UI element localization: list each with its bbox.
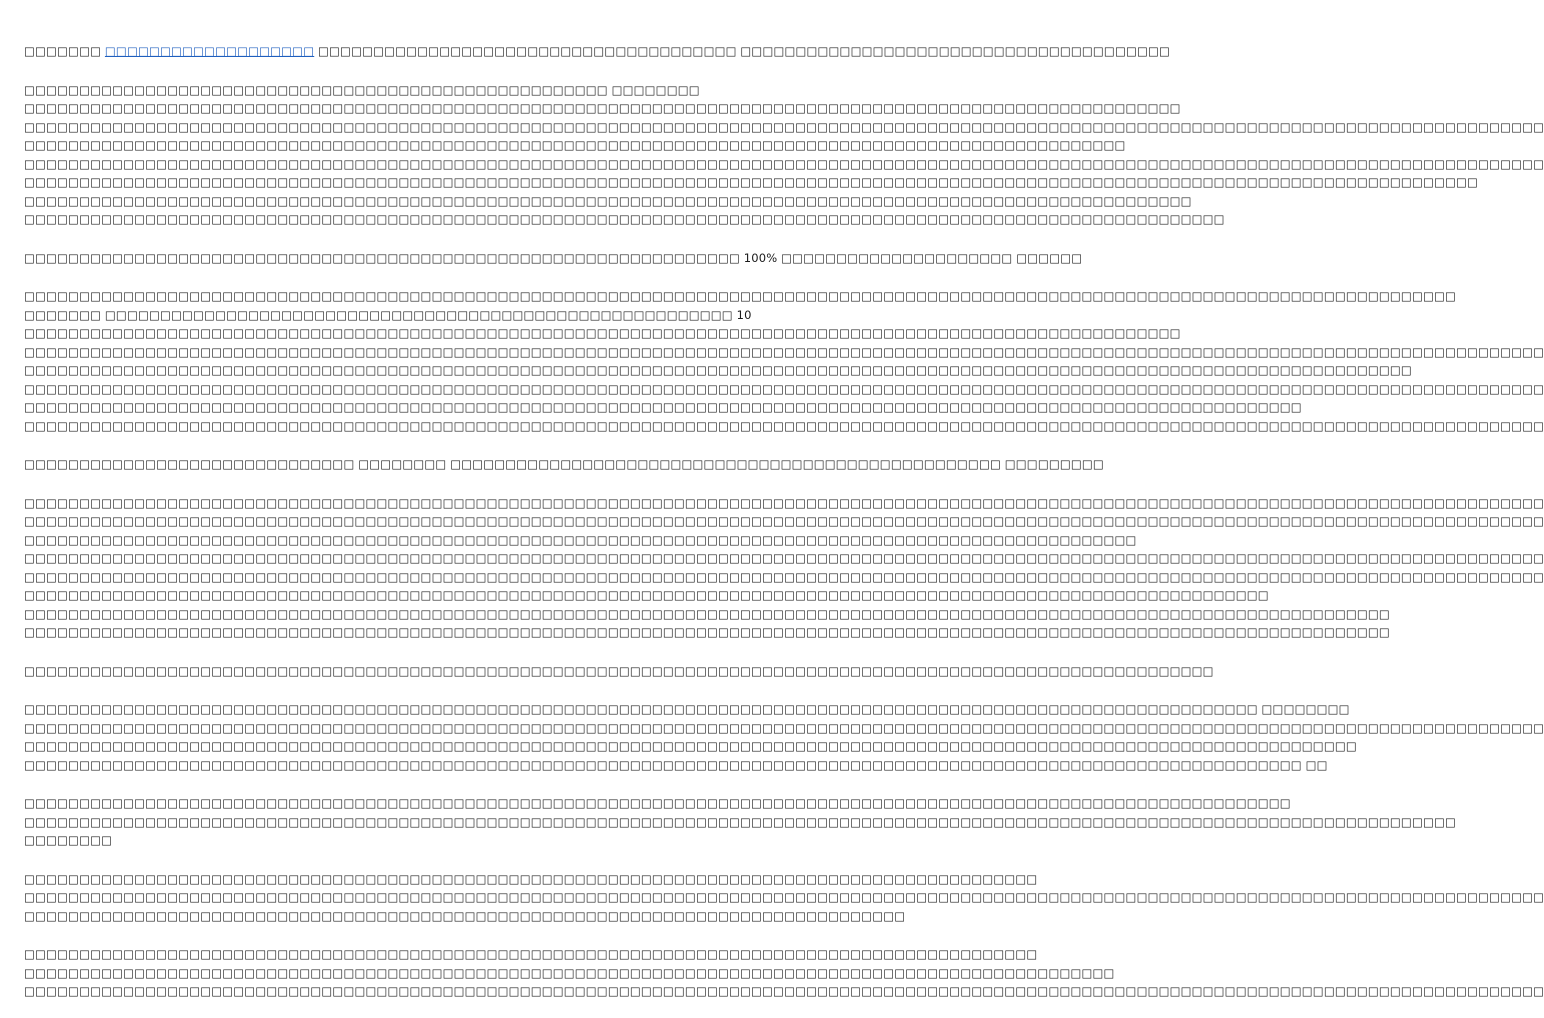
text-line: □□□□□□□□ — [24, 833, 113, 847]
text-line: □□□□□□□□□□□□□□□□□□□□□□□□□□□□□□□□□□□□□□□□□□□□□□□□□□□□□□□□□□□□□□□□□□□□□□□□□□□□□□□□□□□□□□□□□□□□□□□□□□□□□□□□□□□□□□□□□□□□□□□□□□□□□□□□□□□□□□□□□□ — [24, 418, 1544, 433]
text-line: □□□□□□□□□□□□□□□□□□□□□□□□□□□□□□□□□□□□□□□□□□□□□□□□□□□□□□□□□□□□□□□□□□□□□□□□□□□□□□□□ — [24, 908, 906, 923]
text-line: □□□□□□□□□□□□□□□□□□□□□□□□□□□□□□□□□□□□□□□□□□□□□□□□□□□□□□□□□□□□□□□□□□□□□□□□□□□□□□□□□□□□□□□□□□□□□□□□□□□□□□□□□□□□□□□□□□□□□□□□□□□□□□□□□□□□□□□□□□ — [24, 156, 1544, 171]
text-line: □□□□□□□□□□□□□□□□□□□□□□□□□□□□□□□□□□□□□□□□□□□□□□□□□□□□□□□□□□□□□□□□□□□□□□□□□□□□□□□□□□□□□□□□□□□□□□□□□□□□□□□□□□□□□□□□□□□□□□□□□ — [24, 739, 1357, 753]
text-line: □□□□□□□□□□□□□□□□□□□□□□□□□□□□□□□□□□□□□□□□□□□□□□□□□□□□□□□□□□□□□□□□□□□□□□□□□□□□□□□□□□□□□□□□□□□□□□□□□□□□□□□□□□□□□□□□□□□□□□□□□□□□□□□□□□□□□□□□□□ — [24, 890, 1544, 904]
inline-link[interactable]: □□□□□□□□□□□□□□□□□□□ — [104, 44, 315, 58]
text-line: □□□□□□□□□□□□□□□□□□□□□□□□□□□□□□□□□□□□□□□□□□□□□□□□□□□□□□□□□□□□□□□□□□□□□□□□□□□□□□□□□□□□□□□□□□□□□□□□□□□□□□□□□□□□□□□□□□□□□□□□□□□□ — [24, 606, 1390, 621]
body-paragraph — [24, 455, 1104, 474]
text-line: □□□□□□□□□□□□□□□□□□□□□□□□□□□□□□□□□□□□□□□□□□□□□□□□□□□□□□□□□□□□□□□□□□□□□□□□□□□□□□□□□□□□□□□□□□□□□□□□□□□□ — [24, 138, 1126, 152]
text-line: □□□□□□□□□□□□□□□□□□□□□□□□□□□□□□□□□□□□□□□□□□□□□□□□□□□□□□□□□□□□□□□□□□□□□□□□□□□□□□□□□□□□□□□□□□□□□□□□□□□□□□□□□□□□□□□□□□□□□□□□□□□□□□□□□□ — [24, 814, 1457, 829]
text-line: □□□□□□□□□□□□□□□□□□□□□□□□□□□□□□□□□□□□□□□□□□□□□□□□□□□□□□□□□□□□□□□□□□□□□□□□□□□□□□□□□□□□□□□□□□□□ — [24, 947, 1038, 961]
text-line: □□□□□□□□□□□□□□□□□□□□□□□□□□□□□□□□□□□□□□□□□□□□□□□□□□□□□□□□□□□□□□□□□□□□□□□□□□□□□□□□□□□□□□□□□□□□□□□□□□□□□□□□□□□□ — [24, 663, 1214, 678]
body-paragraph — [24, 700, 1544, 774]
text-line: □□□□□□□□□□□□□□□□□□□□□□□□□□□□□□□□□□□□□□□□□□□□□□□□□□□□□□□□□□□□□□□□□□□□□□□□□□□□□□□□□□□□□□□□□□□□□□□□□□□□□□□□□□□□□□□□□□□□□□□□□□□□□□□□□□□□□□□□□□ — [24, 344, 1544, 359]
body-paragraph — [24, 794, 1457, 850]
text-line: □□□□□□□□□□□□□□□□□□□□□□□□□□□□□□□□□□□□□□□□□□□□□□□□□□□□□□□□□□□□□□□□□□□□□□□□□□□□□□□□□□□□□□□□□□□□□□□□□□□□□□□□□□□□□□□□□□□□□□□□□□□□ — [24, 625, 1390, 639]
text-line: □□□□□□□□□□□□□□□□□□□□□□□□□□□□□□□□□□□□□□□□□□□□□□□□□□□□□□□□□□□□□□□□□□□□□□□□□□□□□□□□□□□□□□□□□□□□□□□□□□□□□□□□□□□□□□□□□□□□ □□ — [24, 757, 1328, 772]
intro-text-after-link: □□□□□□□□□□□□□□□□□□□□□□□□□□□□□□□□□□□□□□ □□□□□□□□□□□□□□□□□□□□□□□□□□□□□□□□□□□□□□□ — [314, 44, 1171, 58]
text-line: □□□□□□□□□□□□□□□□□□□□□□□□□□□□□□□□□□□□□□□□□□□□□□□□□□□□□□□□□□□□□□□□□□□□□□□□□□□□□□□□□□□□□□□□□□□□□□□□□□□□□□□□□□□□□□□□□□□□□□□□□□□□□□□□□□□□□□□□□□ — [24, 551, 1544, 565]
text-line: □□□□□□□□□□□□□□□□□□□□□□□□□□□□□□□□□□□□□□□□□□□□□□□□□□□□□□□□□□□□□□□□□□□□□□□□□□□□□□□□□□□□□□□□□□□□□□□□□□□□□□□□□□□□□□□□□□□□□□□□□□□□□□□□□□□□□□□□□□ — [24, 569, 1544, 584]
text-line: □□□□□□□□□□□□□□□□□□□□□□□□□□□□□□□□□□□□□□□□□□□□□□□□□□□□□□□□□□□□□□□□□□□□□□□□□□□□□□□□□□□□□□□□□□□□□□□□□□□□□□□□□□□□□ — [24, 212, 1225, 226]
text-line: □□□□□□□□□□□□□□□□□□□□□□□□□□□□□□□□□□□□□□□□□□□□□□□□□□□□□□□□□□□□□□□□□□□□□□□□□□□□□□□□□□□□□□□□□□□□□□□□□□□ — [24, 965, 1115, 980]
body-paragraph — [24, 287, 1544, 435]
text-line: □□□□□□□□□□□□□□□□□□□□□□□□□□□□□□□□□□□□□□□□□□□□□□□□□□□□□□□□□□□□□□□□□□□□□□□□□□□□□□□□□□□□□□□□□□□□□□□□□□□□□□□□□□ — [24, 193, 1192, 208]
text-line: □□□□□□□□□□□□□□□□□□□□□□□□□□□□□□□□□□□□□□□□□□□□□□□□□□□□□□□□□□□□□□□□□□□□□□□□□□□□□□□□□□□□□□□□□□□□□□□□□□□□□□□□□ — [24, 101, 1181, 115]
text-line: □□□□□□□□□□□□□□□□□□□□□□□□□□□□□□□□□□□□□□□□□□□□□□□□□□□□□□□□□□□□□□□□□□□□□□□□□□□□□□□□□□□□□□□□□□□□□□□□□□□□□□□□□□□□□□□□□□□□□□□□□□□□□□□□□□□□□□□□□□ — [24, 495, 1544, 510]
text-line: □□□□□□□□□□□□□□□□□□□□□□□□□□□□□□□□□□□□□□□□□□□□□□□□□□□□□□□□□□□□□□□□□□□□□□□□□□□□□□□□□□□□□□□□□□□□□□□□□□□□□□□□□□□□□□□□□□□□□□□□□□□□□□□□□□ — [24, 289, 1457, 303]
body-paragraph — [24, 249, 1083, 268]
text-line — [24, 42, 1171, 61]
text-line: □□□□□□□ □□□□□□□□□□□□□□□□□□□□□□□□□□□□□□□□□□□□□□□□□□□□□□□□□□□□□□□□□ 10 — [24, 307, 752, 322]
text-line: □□□□□□□□□□□□□□□□□□□□□□□□□□□□□□□□□□□□□□□□□□□□□□□□□□□□□□□□□□□□□□□□□□□□□□□□□□□□□□□□□□□□□□□□□□□□ — [24, 871, 1038, 886]
text-line: □□□□□□□□□□□□□□□□□□□□□□□□□□□□□□□□□□□□□□□□□□□□□□□□□□□□□□□□□□□□□□□□□□□□□□□□□□□□□□□□□□□□□□□□□□□□□□□□□□□□□ — [24, 532, 1137, 547]
text-line: □□□□□□□□□□□□□□□□□□□□□□□□□□□□□□□□□□□□□□□□□□□□□□□□□□□□□□□□□□□□□□□□□□□□□□□□□□□□□□□□□□□□□□□□□□□□□□□□□□□□□□□□□□□□□□□□□□□□ — [24, 400, 1302, 414]
text-line: □□□□□□□□□□□□□□□□□□□□□□□□□□□□□□□□□□□□□□□□□□□□□□□□□□□□□□□□□□□□□□□□□□□□□□□□□□□□□□□□□□□□□□□□□□□□□□□□□□□□□□□□□□□□□□□□□□□□□□□□□□□□□□□□□□□□ — [24, 175, 1479, 189]
text-line: □□□□□□□□□□□□□□□□□□□□□□□□□□□□□□□□□□□□□□□□□□□□□□□□□□□□□□□□□□□□□□□□□□□□□□□□□□□□□□□□□□□□□□□□□□□□□□□□□□□□□□□□□□□□□□□□□□□□□□□□□□□□□□□□□□□□□□□□□□ — [24, 514, 1544, 528]
text-line: □□□□□□□□□□□□□□□□□□□□□□□□□□□□□□ □□□□□□□□ □□□□□□□□□□□□□□□□□□□□□□□□□□□□□□□□□□□□□□□□□□□□□□□□□□ □□□□□□□□□ — [24, 457, 1104, 471]
body-paragraph — [24, 494, 1544, 642]
body-paragraph — [24, 81, 1544, 229]
text-line: □□□□□□□□□□□□□□□□□□□□□□□□□□□□□□□□□□□□□□□□□□□□□□□□□□□□□ □□□□□□□□ — [24, 82, 700, 97]
text-line: □□□□□□□□□□□□□□□□□□□□□□□□□□□□□□□□□□□□□□□□□□□□□□□□□□□□□□□□□□□□□□□□□□□□□□□□□□□□□□□□□□□□□□□□□□□□□□□□□□□□□□□□□ — [24, 326, 1181, 340]
text-line: □□□□□□□□□□□□□□□□□□□□□□□□□□□□□□□□□□□□□□□□□□□□□□□□□□□□□□□□□□□□□□□□□□□□□□□□□□□□□□□□□□□□□□□□□□□□□□□□□□□□□□□□□□□□□□□□□ — [24, 588, 1269, 602]
text-line: □□□□□□□□□□□□□□□□□□□□□□□□□□□□□□□□□□□□□□□□□□□□□□□□□□□□□□□□□□□□□□□□□□□□□□□□□□□□□□□□□□□□□□□□□□□□□□□□□□□□□□□□□□□□□□□□□□□□□□□□□□□□□□□□□□□□□□□□□□ — [24, 119, 1544, 134]
text-line: □□□□□□□□□□□□□□□□□□□□□□□□□□□□□□□□□□□□□□□□□□□□□□□□□□□□□□□□□□□□□□□□□□□□□□□□□□□□□□□□□□□□□□□□□□□□□□□□□□□□□□□□□□□□□□□□ □□□□□□□□ — [24, 702, 1350, 716]
body-paragraph — [24, 870, 1544, 926]
body-paragraph — [24, 662, 1214, 681]
intro-paragraph — [24, 42, 1171, 61]
text-line: □□□□□□□□□□□□□□□□□□□□□□□□□□□□□□□□□□□□□□□□□□□□□□□□□□□□□□□□□□□□□□□□□□□□□□□□□□□□□□□□□□□□□□□□□□□□□□□□□□□□□□□□□□□□□□□□□□□ — [24, 796, 1291, 810]
intro-text-before-link: □□□□□□□ — [24, 44, 105, 58]
text-line: □□□□□□□□□□□□□□□□□□□□□□□□□□□□□□□□□□□□□□□□□□□□□□□□□□□□□□□□□□□□□□□□□□□□□□□□□□□□□□□□□□□□□□□□□□□□□□□□□□□□□□□□□□□□□□□□□□□□□□□□□□□□□□□□□□□□□□□□□□ — [24, 720, 1544, 735]
text-line: □□□□□□□□□□□□□□□□□□□□□□□□□□□□□□□□□□□□□□□□□□□□□□□□□□□□□□□□□□□□□□□□□ 100% □□□□□□□□□□□□□□□□□□□□□ □□□□□□ — [24, 250, 1083, 265]
text-line: □□□□□□□□□□□□□□□□□□□□□□□□□□□□□□□□□□□□□□□□□□□□□□□□□□□□□□□□□□□□□□□□□□□□□□□□□□□□□□□□□□□□□□□□□□□□□□□□□□□□□□□□□□□□□□□□□□□□□□□□□□□□□□□□□□□□□□□□□□ — [24, 984, 1544, 998]
body-paragraph — [24, 945, 1544, 1001]
text-line: □□□□□□□□□□□□□□□□□□□□□□□□□□□□□□□□□□□□□□□□□□□□□□□□□□□□□□□□□□□□□□□□□□□□□□□□□□□□□□□□□□□□□□□□□□□□□□□□□□□□□□□□□□□□□□□□□□□□□□□□□□□□□□ — [24, 363, 1412, 377]
text-line: □□□□□□□□□□□□□□□□□□□□□□□□□□□□□□□□□□□□□□□□□□□□□□□□□□□□□□□□□□□□□□□□□□□□□□□□□□□□□□□□□□□□□□□□□□□□□□□□□□□□□□□□□□□□□□□□□□□□□□□□□□□□□□□□□□□□□□□□□□ — [24, 381, 1544, 396]
